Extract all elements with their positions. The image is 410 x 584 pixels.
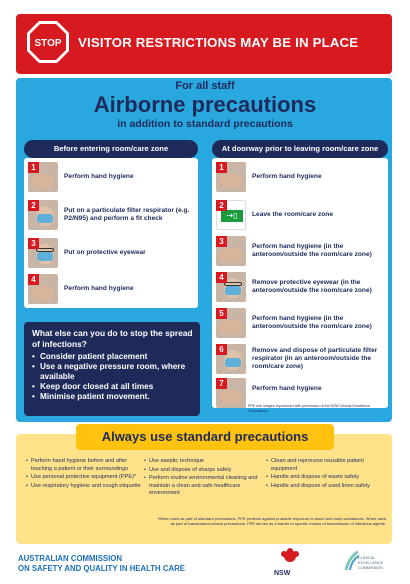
leaving-step [216,162,386,192]
ppe-footnote: *When used as part of standard precautions, PPE protects against probable exposure to blood and body substances. When used as part of transmission-based precautions, PPE serves as a barrier to specific means of transmission of infectious agents. [157,516,386,527]
stop-sign-icon [26,20,70,64]
audience-label: For all staff [175,80,235,92]
ppe-image-credit: PPE use images reproduced with permission of the NSW Clinical Excellence Commission. [248,404,370,413]
step-text: Leave the room/care zone [252,210,333,218]
step-number: 6 [216,344,227,355]
step-text: Remove protective eyewear (in the anteroom/outside the room/care zone) [252,278,372,294]
page-subtitle: in addition to standard precautions [117,118,293,130]
step-number: 3 [28,238,39,249]
list-item: • Handle and dispose of waste safely [266,474,384,482]
list-item: • Use personal protective equipment (PPE)* [26,474,142,482]
list-item: • Keep door closed at all times [32,382,198,392]
step-text: Perform hand hygiene [64,284,134,292]
cec-line-2: EXCELLENCE [358,560,384,565]
list-item: • Consider patient placement [32,352,198,362]
step-number: 7 [216,378,227,389]
list-item: • Perform routine environmental cleaning and maintain a clean and safe healthcare environment [144,475,262,498]
list-item: • Use aseptic technique [144,458,262,466]
list-item: • Use and dispose of sharps safely [144,467,262,475]
standard-precautions-title: Always use standard precautions [101,429,309,444]
step-text: Remove and dispose of particulate filter respirator (in an anteroom/outside the room/care zone) [252,346,378,371]
list-item: • Use respiratory hygiene and cough etiquette [26,483,142,491]
before-step [28,162,196,192]
step-text: Perform hand hygiene [252,172,322,180]
step-number: 4 [216,272,227,283]
cec-logo-text [358,556,398,571]
standard-precautions-column-2 [144,458,262,499]
list-item: • Perform hand hygiene before and after touching a patient or their surroundings [26,458,142,473]
before-step [28,274,196,304]
before-entering-heading: Before entering room/care zone [24,140,198,158]
step-number: 4 [28,274,39,285]
step-text: Perform hand hygiene [64,172,134,180]
before-step [28,200,196,230]
step-number: 1 [28,162,39,173]
list-item: • Minimise patient movement. [32,392,198,402]
commission-line-2: ON SAFETY AND QUALITY IN HEALTH CARE [18,563,185,573]
leaving-heading: At doorway prior to leaving room/care zone [212,140,388,158]
leaving-step [216,344,386,374]
step-text: Put on protective eyewear [64,248,146,256]
step-text: Put on a particulate filter respirator (e.g. P2/N95) and perform a fit check [64,206,190,222]
page-title: Airborne precautions [93,92,317,117]
commission-logo-text [18,554,218,573]
exit-icon: ⇢▯ [221,210,243,222]
step-text: Perform hand hygiene [252,384,322,392]
infection-spread-list [32,352,198,402]
list-item: • Clean and reprocess reusable patient equipment [266,458,384,473]
list-item: • Handle and dispose of used linen safely [266,483,384,491]
nsw-logo-text: NSW [274,570,291,577]
cec-line-3: COMMISSION [358,565,383,570]
standard-precautions-column-1 [26,458,142,491]
step-text: Perform hand hygiene (in the anteroom/outside the room/care zone) [252,242,372,258]
step-text: Perform hand hygiene (in the anteroom/outside the room/care zone) [252,314,372,330]
stop-sign-label: STOP [34,38,62,49]
standard-precautions-column-3 [266,458,384,491]
step-number: 3 [216,236,227,247]
step-number: 5 [216,308,227,319]
visitor-restrictions-banner [16,14,392,74]
leaving-step [216,236,386,266]
infection-spread-question: What else can you do to stop the spread of infections? [32,328,193,349]
leaving-step [216,200,386,230]
poster [4,4,406,580]
step-number: 2 [28,200,39,211]
step-number: 1 [216,162,227,173]
step-number: 2 [216,200,227,211]
before-step [28,238,196,268]
banner-text: VISITOR RESTRICTIONS MAY BE IN PLACE [78,35,359,50]
leaving-step [216,308,386,338]
commission-line-1: AUSTRALIAN COMMISSION [18,554,122,563]
list-item: • Use a negative pressure room, where available [32,362,198,382]
cec-line-1: CLINICAL [358,556,376,560]
leaving-step [216,272,386,302]
